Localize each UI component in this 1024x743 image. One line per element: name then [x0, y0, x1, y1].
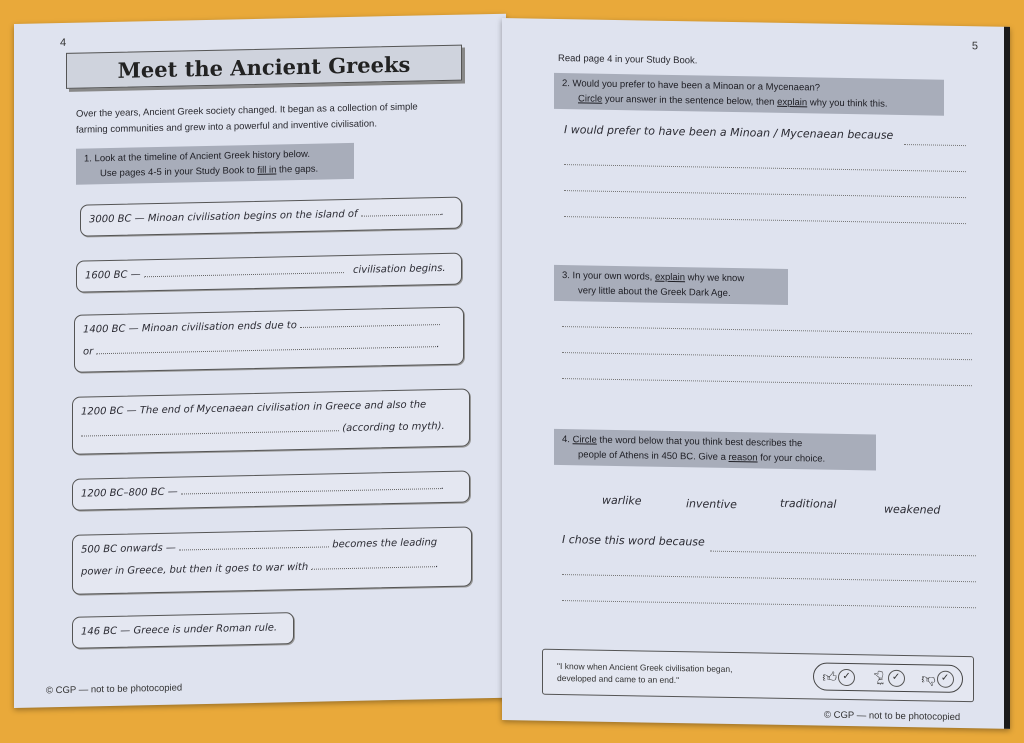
question-1-line-2: Use pages 4-5 in your Study Book to fill in the gaps.	[100, 163, 319, 180]
self-assessment-text: "I know when Ancient Greek civilisation began, developed and came to an end."	[557, 660, 733, 686]
check-circle-icon: ✓	[937, 670, 954, 687]
timeline-box-1200bc: 1200 BC — The end of Mycenaean civilisation in Greece and also the (according to myth).	[72, 388, 470, 454]
right-page	[502, 18, 1010, 729]
answer-line[interactable]	[562, 573, 976, 582]
question-3-line-2: very little about the Greek Dark Age.	[578, 285, 731, 299]
timeline-box-1200-800bc: 1200 BC–800 BC — .	[72, 470, 470, 510]
left-page	[14, 14, 506, 708]
thumbs-down-option[interactable]	[921, 670, 953, 688]
intro-line-2: farming communities and grew into a powerful and inventive civilisation.	[76, 118, 377, 136]
intro-text	[76, 99, 466, 139]
self-assessment-icons	[813, 662, 963, 693]
question-1-box	[76, 143, 354, 185]
question-4-answer-prompt: I chose this word because	[562, 533, 705, 549]
timeline-box-1400bc: 1400 BC — Minoan civilisation ends due to or .	[74, 307, 464, 373]
page-number-right: 5	[971, 40, 978, 53]
answer-blank[interactable]	[179, 538, 329, 550]
option-warlike[interactable]: warlike	[602, 493, 642, 508]
answer-line[interactable]	[562, 325, 972, 334]
thumbs-sideways-icon: 👍︎	[871, 670, 888, 686]
timeline-box-146bc: 146 BC — Greece is under Roman rule.	[72, 612, 294, 649]
check-circle-icon: ✓	[838, 668, 855, 685]
question-1-line-1: 1. Look at the timeline of Ancient Greek history below.	[84, 148, 311, 165]
question-4-box	[554, 429, 876, 471]
question-2-box	[554, 73, 944, 116]
page-number-left: 4	[60, 36, 67, 50]
question-4-line-2: people of Athens in 450 BC. Give a reason for your choice.	[578, 449, 826, 465]
answer-line[interactable]	[562, 351, 972, 360]
thumbs-up-icon: 👍︎	[822, 668, 838, 685]
option-weakened[interactable]: weakened	[884, 502, 941, 517]
question-2-line-1: 2. Would you prefer to have been a Minoan or a Mycenaean?	[562, 78, 821, 94]
timeline-box-1600bc: 1600 BC — civilisation begins.	[76, 253, 462, 293]
question-3-line-1: 3. In your own words, explain why we know	[562, 270, 745, 285]
self-assessment-box	[542, 649, 974, 703]
answer-blank[interactable]	[300, 316, 440, 328]
answer-blank[interactable]	[361, 206, 441, 217]
answer-blank[interactable]	[311, 558, 435, 570]
thumbs-up-option[interactable]	[822, 668, 855, 686]
answer-line[interactable]	[564, 189, 966, 198]
answer-line[interactable]	[562, 599, 976, 608]
answer-blank[interactable]	[81, 422, 339, 436]
answer-line[interactable]	[562, 377, 972, 386]
option-inventive[interactable]: inventive	[686, 497, 737, 512]
option-traditional[interactable]: traditional	[780, 496, 837, 511]
answer-line[interactable]	[564, 163, 966, 172]
question-2-line-2: Circle your answer in the sentence below, then explain why you think this.	[578, 93, 888, 110]
check-circle-icon: ✓	[888, 669, 905, 686]
copyright-footer-right: © CGP — not to be photocopied	[824, 709, 961, 723]
book-spread	[10, 6, 1010, 724]
question-2-answer-prompt: I would prefer to have been a Minoan / Mycenaean because	[564, 123, 894, 142]
answer-blank[interactable]	[96, 338, 436, 354]
page-title: Meet the Ancient Greeks	[66, 45, 462, 89]
timeline-box-3000bc: 3000 BC — Minoan civilisation begins on the island of .	[80, 197, 462, 237]
question-3-box	[554, 265, 788, 305]
answer-blank[interactable]	[144, 264, 344, 277]
intro-line-1: Over the years, Ancient Greek society changed. It began as a collection of simple	[76, 101, 418, 120]
answer-line[interactable]	[904, 143, 966, 146]
thumbs-sideways-option[interactable]	[872, 669, 905, 687]
thumbs-down-icon: 👎︎	[921, 670, 936, 687]
read-note: Read page 4 in your Study Book.	[558, 52, 698, 67]
answer-line[interactable]	[564, 215, 966, 224]
answer-blank[interactable]	[181, 480, 441, 494]
question-4-line-1: 4. Circle the word below that you think best describes the	[562, 434, 803, 450]
timeline-box-500bc: 500 BC onwards — becomes the leading power in Greece, but then it goes to war with .	[72, 526, 472, 594]
copyright-footer-left: © CGP — not to be photocopied	[46, 682, 183, 697]
answer-line[interactable]	[710, 550, 976, 557]
